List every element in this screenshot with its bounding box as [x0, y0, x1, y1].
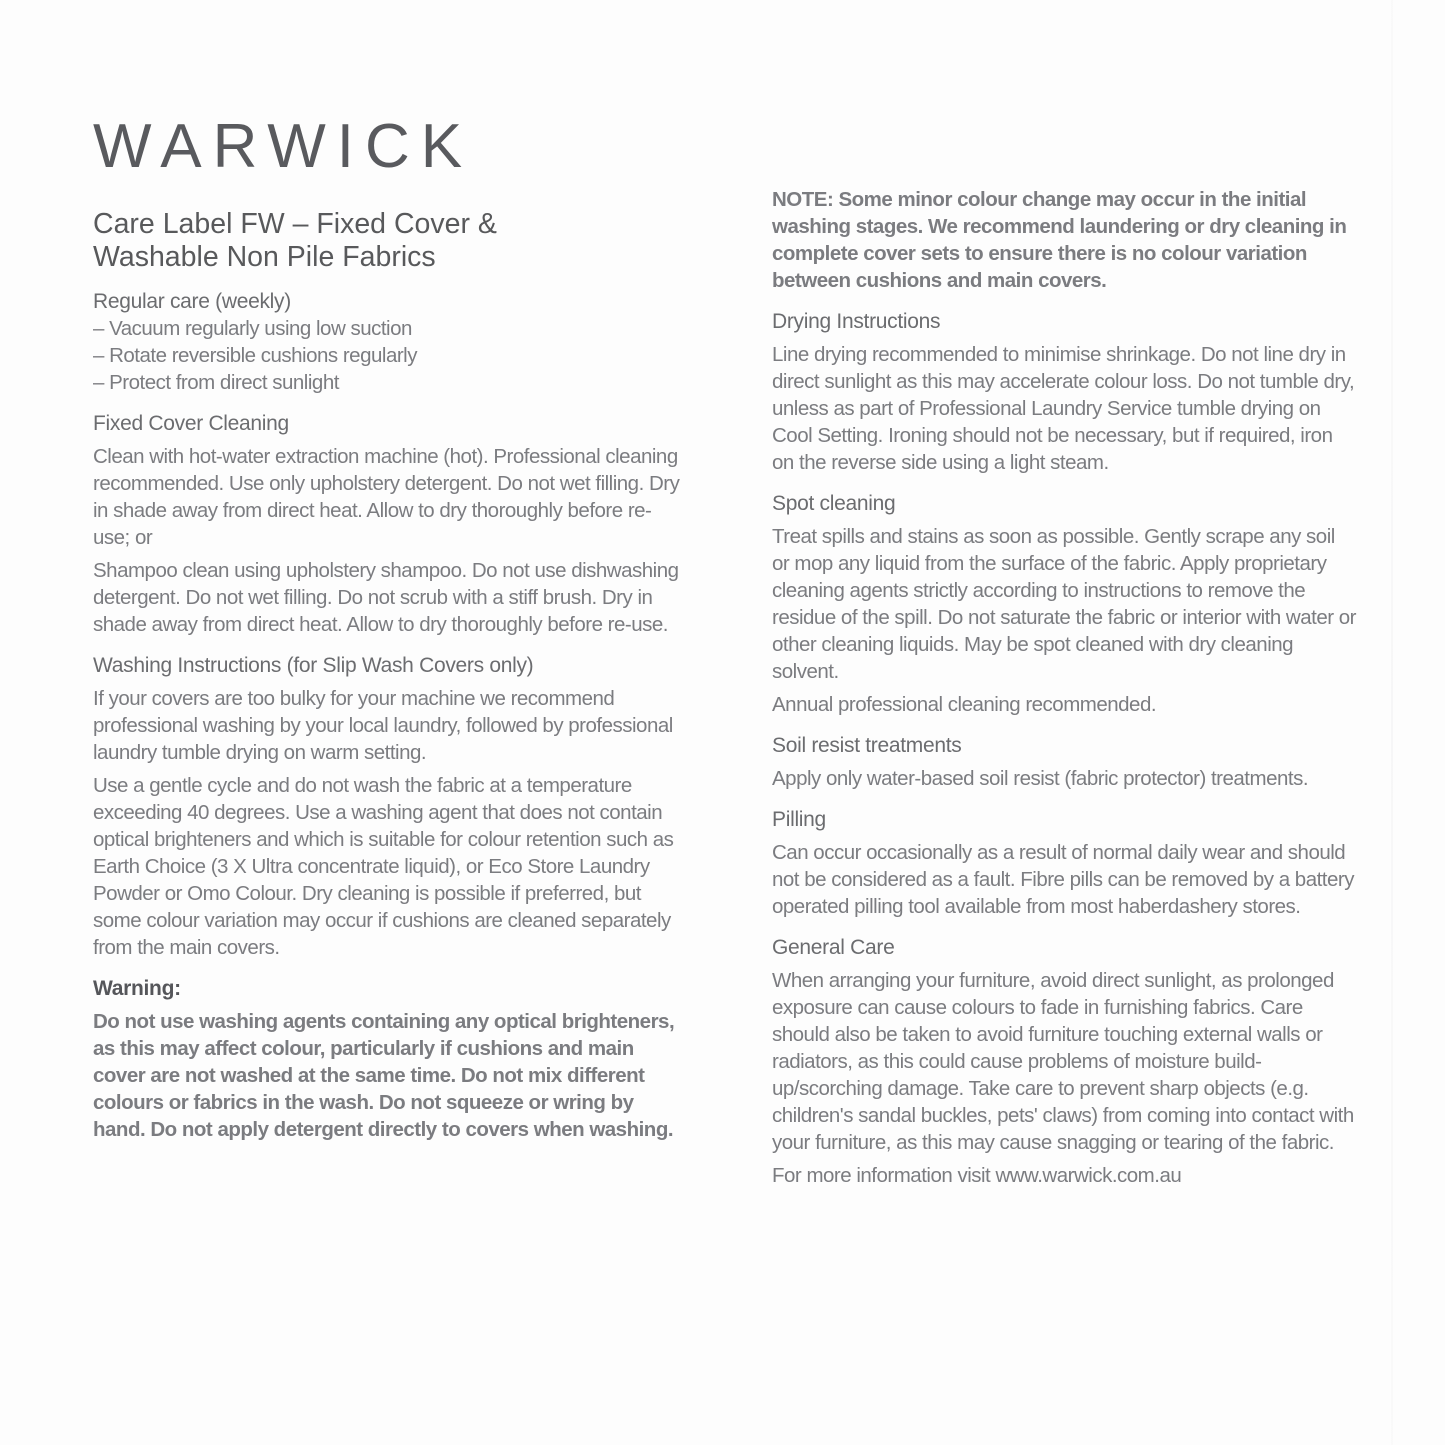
note-paragraph: NOTE: Some minor colour change may occur in the initial washing stages. We recommend laundering or dry cleaning in complete cover sets to ensure there is no colour variation between cushions and main covers. [772, 188, 1347, 292]
warning-heading: Warning: [93, 977, 181, 1000]
document-title [93, 208, 685, 274]
more-information-note: For more information visit www.warwick.com.au [772, 1164, 1182, 1187]
warwick-logo: WARWICK [93, 112, 474, 181]
fixed-cover-paragraph-1: Clean with hot-water extraction machine (hot). Professional cleaning recommended. Use only upholstery detergent. Do not wet filling. Dry in shade away from direct heat. Allow to dry thoroughly before re-use; or [93, 445, 680, 549]
spot-cleaning-paragraph-1: Treat spills and stains as soon as possible. Gently scrape any soil or mop any liquid from the surface of the fabric. Apply proprietary cleaning agents strictly according to instructions to remove the residue of the spill. Do not saturate the fabric or interior with water or other cleaning liquids. May be spot cleaned with dry cleaning solvent. [772, 525, 1356, 683]
pilling-paragraph: Can occur occasionally as a result of normal daily wear and should not be considered as a fault. Fibre pills can be removed by a battery operated pilling tool available from most haberdashery stores. [772, 841, 1354, 918]
spot-cleaning-heading: Spot cleaning [772, 492, 896, 515]
regular-care-item: – Protect from direct sunlight [93, 371, 339, 394]
washing-instructions-heading: Washing Instructions (for Slip Wash Covers only) [93, 654, 534, 677]
spot-cleaning-paragraph-2: Annual professional cleaning recommended. [772, 693, 1157, 716]
regular-care-heading: Regular care (weekly) [93, 290, 291, 313]
washing-paragraph-1: If your covers are too bulky for your machine we recommend professional washing by your local laundry, followed by professional laundry tumble drying on warm setting. [93, 687, 673, 764]
right-column [772, 0, 1357, 1189]
fixed-cover-paragraph-2: Shampoo clean using upholstery shampoo. Do not use dishwashing detergent. Do not wet filling. Do not scrub with a stiff brush. Dry in shade away from direct heat. Allow to dry thoroughly before re-use. [93, 559, 679, 636]
general-care-paragraph: When arranging your furniture, avoid direct sunlight, as prolonged exposure can cause colours to fade in furnishing fabrics. Care should also be taken to avoid furniture touching external walls or radiators, as this could cause problems of moisture build-up/scorching damage. Take care to prevent sharp objects (e.g. children's sandal buckles, pets' claws) from coming into contact with your furniture, as this may cause snagging or tearing of the fabric. [772, 969, 1354, 1154]
general-care-heading: General Care [772, 936, 895, 959]
drying-paragraph: Line drying recommended to minimise shrinkage. Do not line dry in direct sunlight as this may accelerate colour loss. Do not tumble dry, unless as part of Professional Laundry Service tumble drying on Cool Setting. Ironing should not be necessary, but if required, iron on the reverse side using a light steam. [772, 343, 1355, 474]
fixed-cover-cleaning-heading: Fixed Cover Cleaning [93, 412, 289, 435]
pilling-heading: Pilling [772, 808, 826, 831]
washing-paragraph-2: Use a gentle cycle and do not wash the fabric at a temperature exceeding 40 degrees. Use a washing agent that does not contain optical brighteners and which is suitable for colour retention such as Earth Choice (3 X Ultra concentrate liquid), or Eco Store Laundry Powder or Omo Colour. Dry cleaning is possible if preferred, but some colour variation may occur if cushions are cleaned separately from the main covers. [93, 774, 674, 959]
scan-artifact-edge [1391, 0, 1393, 1445]
drying-instructions-heading: Drying Instructions [772, 310, 941, 333]
document-title-line2: Washable Non Pile Fabrics [93, 241, 436, 273]
document-title-line1: Care Label FW – Fixed Cover & [93, 208, 497, 240]
left-column [93, 0, 685, 1189]
regular-care-item: – Vacuum regularly using low suction [93, 317, 412, 340]
soil-resist-paragraph: Apply only water-based soil resist (fabric protector) treatments. [772, 767, 1309, 790]
warning-paragraph: Do not use washing agents containing any optical brighteners, as this may affect colour, particularly if cushions and main cover are not washed at the same time. Do not mix different colours or fabrics in the wash. Do not squeeze or wring by hand. Do not apply detergent directly to covers when washing. [93, 1010, 675, 1141]
regular-care-item: – Rotate reversible cushions regularly [93, 344, 417, 367]
soil-resist-heading: Soil resist treatments [772, 734, 962, 757]
